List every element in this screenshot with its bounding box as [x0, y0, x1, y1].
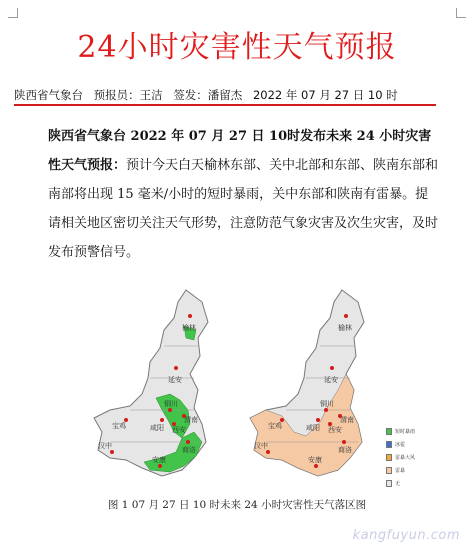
- issuer-signer: 签发：潘留杰: [173, 88, 243, 102]
- legend-label: 无: [395, 481, 401, 487]
- legend-swatch-hail: [386, 441, 392, 448]
- map-label-baoji: 宝鸡: [268, 422, 282, 430]
- watermark: kangfuyun.com: [352, 528, 460, 543]
- issuer-agency: 陕西省气象台: [14, 88, 83, 102]
- map-label-tongchuan: 铜川: [320, 400, 334, 408]
- legend-item: [386, 452, 424, 463]
- map-label-xianyang: 咸阳: [150, 424, 164, 432]
- figure-caption: 图 1 07 月 27 日 10 时未来 24 小时灾害性天气落区图: [107, 499, 367, 511]
- legend-label: 冰雹: [395, 442, 406, 448]
- forecast-text: 预计今天白天榆林东部、关中北部和东部、陕南东部和南部将出现 15 毫米/小时的短时暴雨，关中东部和陕南有雷暴。提请相关地区密切关注天气形势，注意防范气象灾害及次生灾害，及时发布预警信号。: [48, 158, 439, 260]
- map-label-tongchuan: 铜川: [164, 400, 178, 408]
- map-label-xian: 西安: [328, 426, 342, 434]
- legend-swatch-rainstorm: [386, 428, 392, 435]
- map-label-hanzhong: 汉中: [98, 442, 112, 450]
- map-label-ankang: 安康: [308, 456, 322, 464]
- map-legend: [386, 426, 424, 491]
- legend-item: [386, 426, 424, 437]
- red-divider: [14, 104, 436, 106]
- map-label-hanzhong: 汉中: [254, 442, 268, 450]
- map-label-xian: 西安: [172, 426, 186, 434]
- map-label-shangluo: 商洛: [182, 446, 196, 454]
- legend-swatch-thunder-gale: [386, 454, 392, 461]
- legend-item: [386, 439, 424, 450]
- legend-label: 短时暴雨: [395, 429, 416, 435]
- map-label-baoji: 宝鸡: [112, 422, 126, 430]
- map-label-shangluo: 商洛: [338, 446, 352, 454]
- thunderstorm-map: [246, 282, 396, 482]
- legend-label: 雷暴大风: [395, 455, 416, 461]
- legend-item: [386, 478, 424, 489]
- legend-swatch-thunderstorm: [386, 467, 392, 474]
- forecast-lead: 陕西省气象台 2022 年 07 月 27 日 10时发布未来 24 小时灾害性天气预报：: [48, 129, 432, 173]
- map-label-yanan: 延安: [324, 376, 338, 384]
- issuer-forecaster: 预报员：王洁: [93, 88, 163, 102]
- crop-mark-top-left: [8, 8, 18, 18]
- forecast-maps: [70, 282, 420, 492]
- crop-mark-top-right: [456, 8, 466, 18]
- map-label-weinan: 渭南: [340, 416, 354, 424]
- rainstorm-map: [90, 282, 240, 482]
- legend-item: [386, 465, 424, 476]
- map-label-ankang: 安康: [152, 456, 166, 464]
- map-label-weinan: 渭南: [184, 416, 198, 424]
- issuer-date: 2022 年 07 月 27 日 10 时: [252, 88, 398, 102]
- map-label-yulin: 榆林: [338, 324, 352, 332]
- map-label-yanan: 延安: [168, 376, 182, 384]
- legend-label: 雷暴: [395, 468, 406, 474]
- map-label-yulin: 榆林: [182, 324, 196, 332]
- map-label-xianyang: 咸阳: [306, 424, 320, 432]
- document-title: 24小时灾害性天气预报: [77, 30, 397, 65]
- forecast-body: [22, 122, 440, 267]
- issuer-line: [14, 87, 432, 103]
- legend-swatch-none: [386, 480, 392, 487]
